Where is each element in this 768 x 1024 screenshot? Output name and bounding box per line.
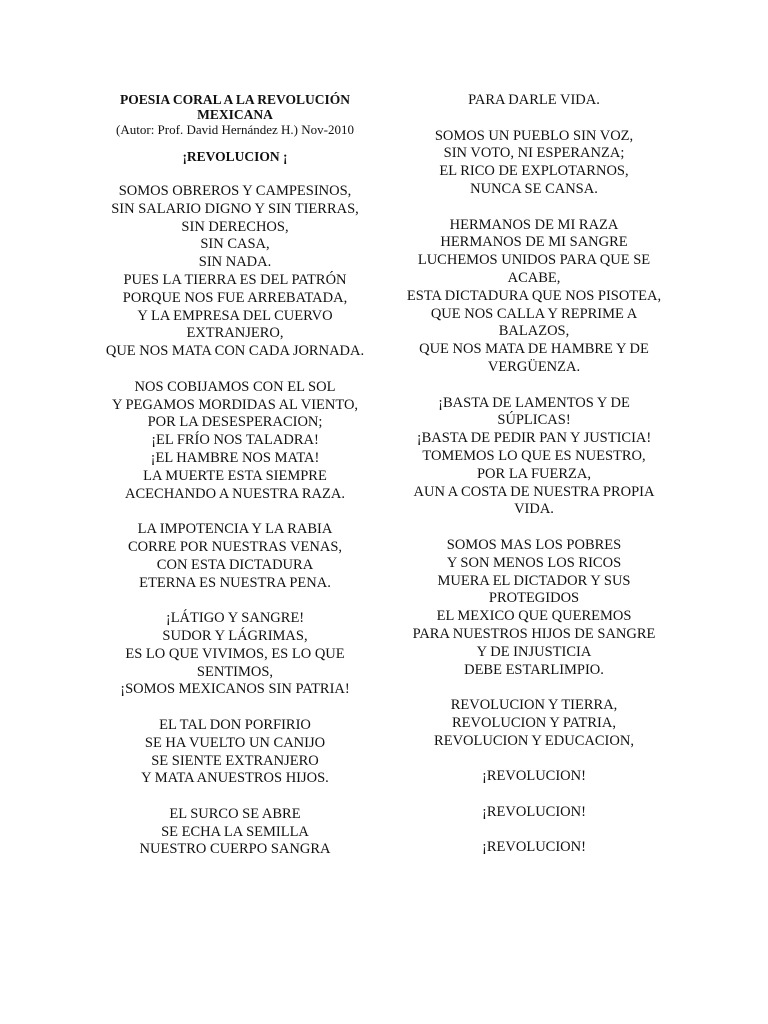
verse-line: EL TAL DON PORFIRIO [159, 716, 311, 733]
verse-line: Y MATA ANUESTROS HIJOS. [141, 770, 329, 787]
verse-line: ACECHANDO A NUESTRA RAZA. [125, 485, 345, 502]
left-column [104, 92, 366, 877]
right-stanzas [400, 92, 668, 857]
verse-line: POR LA DESESPERACION; [147, 414, 323, 431]
poem-title: POESIA CORAL A LA REVOLUCIÓN MEXICANA [119, 92, 351, 122]
verse-line: Y PEGAMOS MORDIDAS AL VIENTO, [111, 396, 359, 413]
right-column [400, 92, 668, 875]
verse-line: SOMOS MAS LOS POBRES [446, 536, 622, 553]
verse-line: REVOLUCION Y PATRIA, [452, 714, 616, 731]
verse-line: PORQUE NOS FUE ARREBATADA, [122, 289, 348, 306]
verse-line: NUESTRO CUERPO SANGRA [139, 841, 331, 858]
verse-line: HERMANOS DE MI RAZA [449, 216, 619, 233]
verse-line: EL SURCO SE ABRE [169, 805, 301, 822]
verse-line: Y DE INJUSTICIA [476, 643, 592, 660]
verse-line: ES LO QUE VIVIMOS, ES LO QUE SENTIMOS, [125, 645, 345, 680]
verse-line: QUE NOS CALLA Y REPRIME A BALAZOS, [430, 305, 638, 340]
right-stanza [400, 92, 668, 110]
verse-line: Y LA EMPRESA DEL CUERVO EXTRANJERO, [137, 307, 333, 342]
verse-line: PUES LA TIERRA ES DEL PATRÓN [123, 271, 347, 288]
verse-line: ESTA DICTADURA QUE NOS PISOTEA, [406, 287, 662, 304]
verse-line: SIN DERECHOS, [181, 218, 289, 235]
verse-line: SUDOR Y LÁGRIMAS, [162, 627, 308, 644]
left-stanza [104, 521, 366, 592]
left-stanza [104, 806, 366, 859]
author-line: (Autor: Prof. David Hernández H.) Nov-2010 [116, 122, 354, 137]
verse-line: CORRE POR NUESTRAS VENAS, [127, 538, 343, 555]
verse-line: LUCHEMOS UNIDOS PARA QUE SE ACABE, [417, 252, 651, 286]
left-stanza [104, 379, 366, 504]
verse-line: MUERA EL DICTADOR Y SUS PROTEGIDOS [437, 572, 631, 607]
verse-line: SE SIENTE EXTRANJERO [151, 752, 319, 769]
verse-line: Y SON MENOS LOS RICOS [446, 554, 622, 571]
verse-line: POR LA FUERZA, [476, 465, 591, 482]
verse-line: ¡LÁTIGO Y SANGRE! [165, 610, 305, 627]
verse-line: SE HA VUELTO UN CANIJO [144, 734, 326, 751]
verse-line: SE ECHA LA SEMILLA [161, 823, 309, 840]
left-stanza [104, 183, 366, 361]
verse-line: SOMOS UN PUEBLO SIN VOZ, [434, 127, 634, 144]
left-stanza [104, 717, 366, 788]
verse-line: PARA DARLE VIDA. [468, 92, 600, 108]
verse-line: SIN NADA. [198, 254, 272, 271]
verse-line: NOS COBIJAMOS CON EL SOL [134, 378, 336, 395]
poem-heading: ¡REVOLUCION ¡ [182, 149, 288, 164]
verse-line: QUE NOS MATA DE HAMBRE Y DE VERGÜENZA. [419, 341, 649, 375]
verse-line: HERMANOS DE MI SANGRE [440, 234, 628, 251]
verse-line: ¡EL FRÍO NOS TALADRA! [151, 432, 319, 449]
verse-line: SOMOS OBREROS Y CAMPESINOS, [118, 183, 352, 199]
verse-line: SIN CASA, [200, 236, 270, 253]
verse-line: CON ESTA DICTADURA [156, 556, 314, 573]
verse-line: REVOLUCION Y TIERRA, [450, 697, 618, 714]
verse-line: PARA NUESTROS HIJOS DE SANGRE [412, 625, 656, 642]
verse-line: ¡REVOLUCION! [482, 803, 586, 820]
verse-line: ¡BASTA DE LAMENTOS Y DE SÚPLICAS! [438, 394, 630, 429]
right-stanza [400, 217, 668, 377]
right-stanza [400, 804, 668, 822]
verse-line: ¡REVOLUCION! [482, 768, 586, 785]
verse-line: SIN SALARIO DIGNO Y SIN TIERRAS, [111, 200, 359, 217]
right-stanza [400, 697, 668, 750]
right-stanza [400, 537, 668, 679]
verse-line: EL MEXICO QUE QUEREMOS [436, 608, 632, 625]
verse-line: DEBE ESTARLIMPIO. [464, 661, 604, 678]
verse-line: ¡SOMOS MEXICANOS SIN PATRIA! [120, 681, 350, 698]
verse-line: ETERNA ES NUESTRA PENA. [139, 574, 331, 591]
verse-line: SIN VOTO, NI ESPERANZA; [443, 145, 625, 162]
verse-line: EL RICO DE EXPLOTARNOS, [439, 163, 629, 180]
verse-line: QUE NOS MATA CON CADA JORNADA. [105, 343, 365, 360]
verse-line: ¡BASTA DE PEDIR PAN Y JUSTICIA! [416, 430, 652, 447]
verse-line: LA MUERTE ESTA SIEMPRE [143, 467, 327, 484]
right-stanza [400, 768, 668, 786]
verse-line: REVOLUCION Y EDUCACION, [434, 732, 634, 749]
right-stanza [400, 395, 668, 520]
left-stanzas [104, 183, 366, 859]
verse-line: AUN A COSTA DE NUESTRA PROPIA VIDA. [413, 483, 655, 518]
verse-line: LA IMPOTENCIA Y LA RABIA [137, 521, 333, 538]
verse-line: TOMEMOS LO QUE ES NUESTRO, [422, 447, 646, 464]
verse-line: NUNCA SE CANSA. [470, 180, 598, 197]
right-stanza [400, 839, 668, 857]
left-stanza [104, 610, 366, 699]
right-stanza [400, 128, 668, 199]
verse-line: ¡REVOLUCION! [482, 839, 586, 856]
verse-line: ¡EL HAMBRE NOS MATA! [150, 449, 320, 466]
